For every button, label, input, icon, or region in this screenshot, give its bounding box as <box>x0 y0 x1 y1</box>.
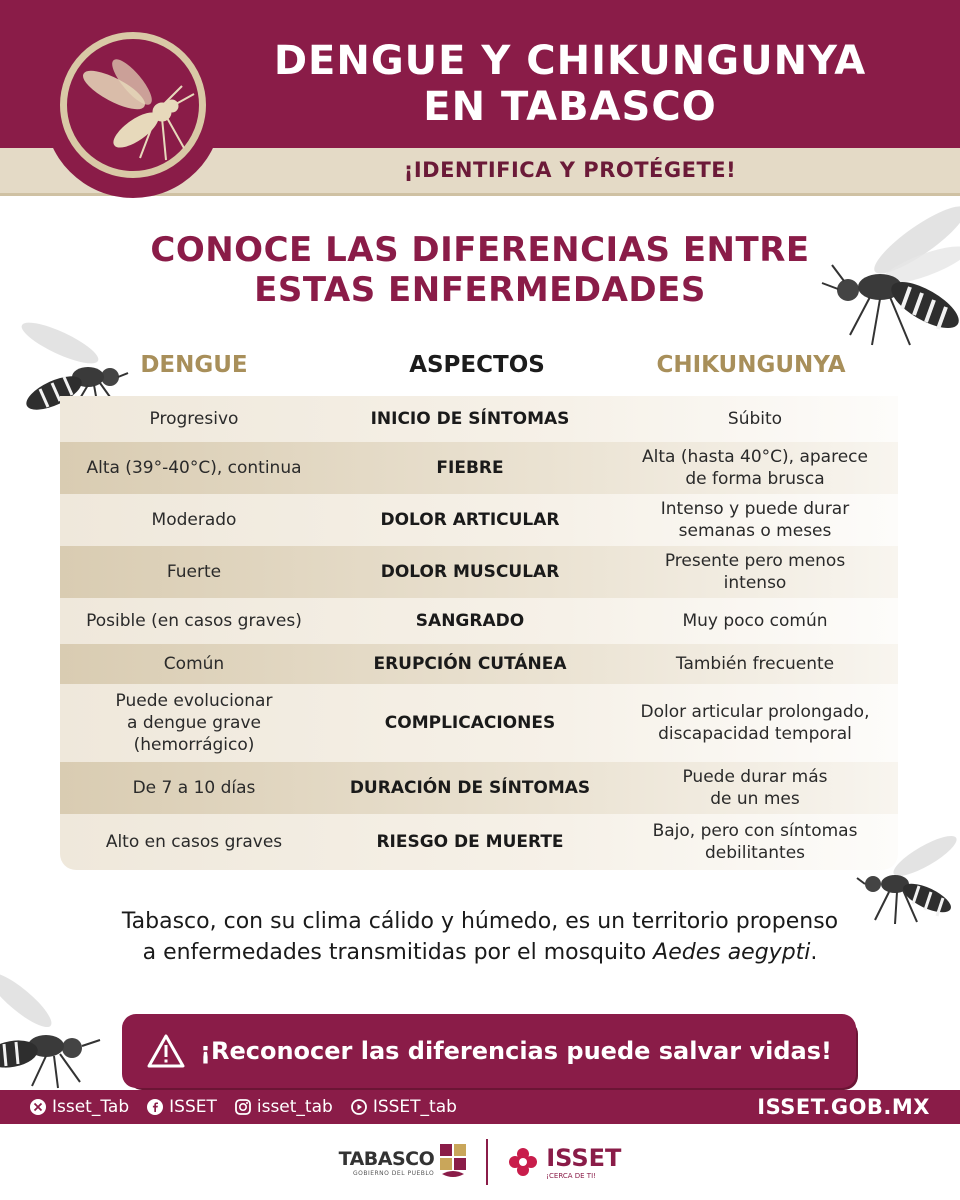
chikungunya-cell: Puede durar más de un mes <box>682 767 828 809</box>
social-link-x[interactable]: Isset_Tab <box>30 1097 129 1117</box>
section-title: CONOCE LAS DIFERENCIAS ENTRE ESTAS ENFERMEDADES <box>150 230 810 310</box>
chikungunya-cell: También frecuente <box>675 654 835 674</box>
comparison-table <box>60 396 898 870</box>
social-link-instagram[interactable]: isset_tab <box>235 1097 333 1117</box>
isset-logo: ISSET ¡CERCA DE TI! <box>506 1144 621 1180</box>
dengue-cell: De 7 a 10 días <box>132 778 256 798</box>
page-subtitle: ¡IDENTIFICA Y PROTÉGETE! <box>403 158 737 182</box>
dengue-cell: Común <box>163 654 225 674</box>
x-icon <box>30 1099 46 1115</box>
youtube-icon <box>351 1099 367 1115</box>
aspect-cell: DOLOR ARTICULAR <box>380 510 560 530</box>
column-header-aspects: ASPECTOS <box>409 352 545 378</box>
table-row <box>60 442 898 494</box>
table-row <box>60 396 898 442</box>
aspect-cell: SANGRADO <box>415 611 525 631</box>
facebook-icon <box>147 1099 163 1115</box>
chikungunya-cell: Alta (hasta 40°C), aparece de forma brusca <box>642 447 868 489</box>
mosquito-icon <box>44 8 222 198</box>
dengue-cell: Alto en casos graves <box>105 832 283 852</box>
aspect-cell: DOLOR MUSCULAR <box>380 562 560 582</box>
table-row <box>60 644 898 684</box>
dengue-cell: Alta (39°-40°C), continua <box>86 458 302 478</box>
dengue-cell: Posible (en casos graves) <box>86 611 302 631</box>
chikungunya-cell: Bajo, pero con síntomas debilitantes <box>652 821 858 863</box>
aspect-cell: DURACIÓN DE SÍNTOMAS <box>349 778 591 798</box>
website-link[interactable]: ISSET.GOB.MX <box>757 1095 930 1119</box>
species-name: Aedes aegypti <box>653 940 811 965</box>
table-row <box>60 546 898 598</box>
tabasco-logo: TABASCO GOBIERNO DEL PUEBLO <box>339 1142 469 1182</box>
column-header-dengue: DENGUE <box>140 352 248 378</box>
dengue-cell: Puede evolucionar a dengue grave (hemorrágico) <box>115 691 273 755</box>
logo-divider <box>486 1139 488 1185</box>
dengue-cell: Moderado <box>151 510 237 530</box>
social-link-youtube[interactable]: ISSET_tab <box>351 1097 457 1117</box>
alert-text: ¡Reconocer las diferencias puede salvar vidas! <box>200 1037 832 1065</box>
chikungunya-cell: Muy poco común <box>682 611 828 631</box>
table-row <box>60 494 898 546</box>
info-paragraph: Tabasco, con su clima cálido y húmedo, es un territorio propenso a enfermedades transmitidas por el mosquito Aedes aegypti. <box>121 909 839 965</box>
aspect-cell: INICIO DE SÍNTOMAS <box>370 409 570 429</box>
instagram-icon <box>235 1099 251 1115</box>
isset-emblem-icon <box>506 1145 540 1179</box>
column-header-chikungunya: CHIKUNGUNYA <box>656 352 846 378</box>
mosquito-emblem <box>44 8 222 198</box>
dengue-cell: Progresivo <box>149 409 239 429</box>
aspect-cell: FIEBRE <box>436 458 504 478</box>
table-row <box>60 598 898 644</box>
chikungunya-cell: Dolor articular prolongado, discapacidad temporal <box>640 702 870 744</box>
footer-bar <box>0 1090 960 1124</box>
table-row <box>60 814 898 870</box>
chikungunya-cell: Súbito <box>727 409 783 429</box>
aspect-cell: COMPLICACIONES <box>384 713 556 733</box>
chikungunya-cell: Presente pero menos intenso <box>664 551 846 593</box>
warning-icon <box>146 1033 186 1069</box>
table-row <box>60 762 898 814</box>
aspect-cell: RIESGO DE MUERTE <box>376 832 564 852</box>
table-row <box>60 684 898 762</box>
tabasco-emblem-icon <box>438 1142 468 1182</box>
mosquito-bottom-left-icon <box>0 970 110 1090</box>
social-link-facebook[interactable]: ISSET <box>147 1097 217 1117</box>
page-title: DENGUE Y CHIKUNGUNYA EN TABASCO <box>273 38 867 130</box>
logo-area <box>0 1124 960 1200</box>
chikungunya-cell: Intenso y puede durar semanas o meses <box>660 499 850 541</box>
dengue-cell: Fuerte <box>166 562 222 582</box>
aspect-cell: ERUPCIÓN CUTÁNEA <box>373 654 567 674</box>
alert-banner <box>122 1014 856 1088</box>
